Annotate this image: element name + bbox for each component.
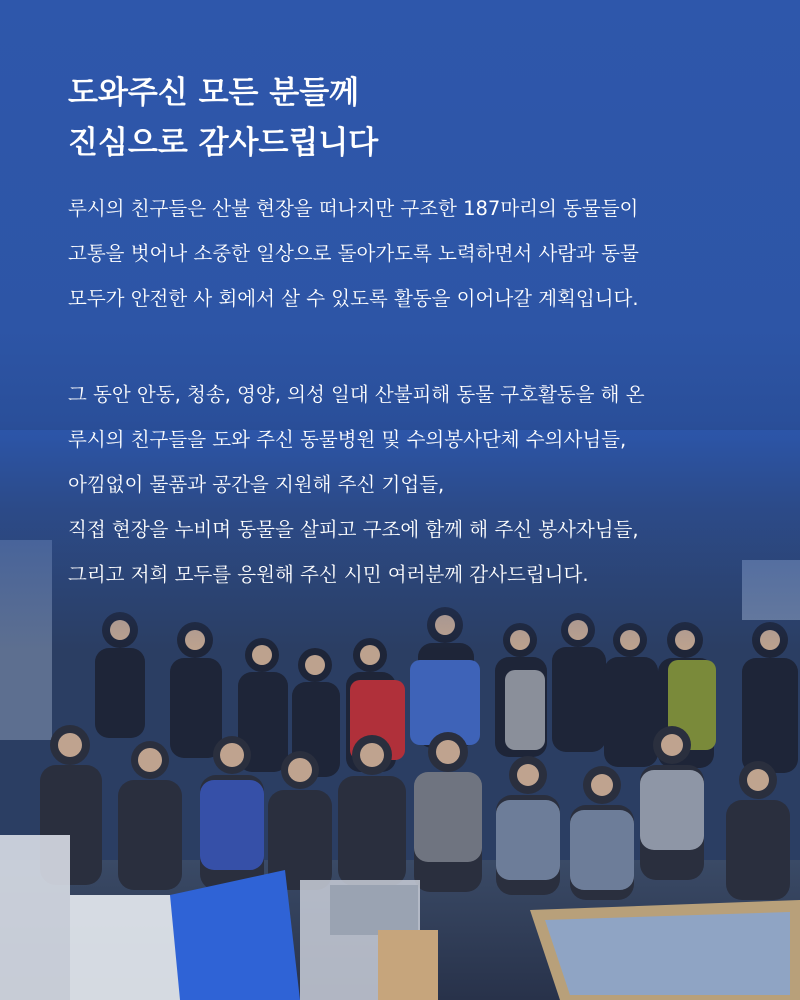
paragraph-1-line: 고통을 벗어나 소중한 일상으로 돌아가도록 노력하면서 사람과 동물 bbox=[68, 242, 639, 265]
paragraph-1-line: 모두가 안전한 사 회에서 살 수 있도록 활동을 이어나갈 계획입니다. bbox=[68, 287, 639, 310]
paragraph-2-line: 그 동안 안동, 청송, 영양, 의성 일대 산불피해 동물 구호활동을 해 온 bbox=[68, 383, 645, 406]
paragraph-2-line: 아낌없이 물품과 공간을 지원해 주신 기업들, bbox=[68, 473, 445, 496]
paragraph-2-line: 그리고 저희 모두를 응원해 주신 시민 여러분께 감사드립니다. bbox=[68, 563, 589, 586]
paragraph-1 bbox=[68, 186, 639, 321]
headline-line-2: 진심으로 감사드립니다 bbox=[68, 125, 379, 161]
headline-line-1: 도와주신 모든 분들께 bbox=[68, 75, 360, 111]
paragraph-2-line: 루시의 친구들을 도와 주신 동물병원 및 수의봉사단체 수의사님들, bbox=[68, 428, 627, 451]
paragraph-1-line: 루시의 친구들은 산불 현장을 떠나지만 구조한 187마리의 동물들이 bbox=[68, 197, 639, 220]
paragraph-2 bbox=[68, 372, 645, 597]
blue-mat bbox=[545, 912, 790, 995]
headline-block bbox=[68, 68, 758, 168]
paragraph-2-line: 직접 현장을 누비며 동물을 살피고 구조에 함께 해 주신 봉사자님들, bbox=[68, 518, 639, 541]
